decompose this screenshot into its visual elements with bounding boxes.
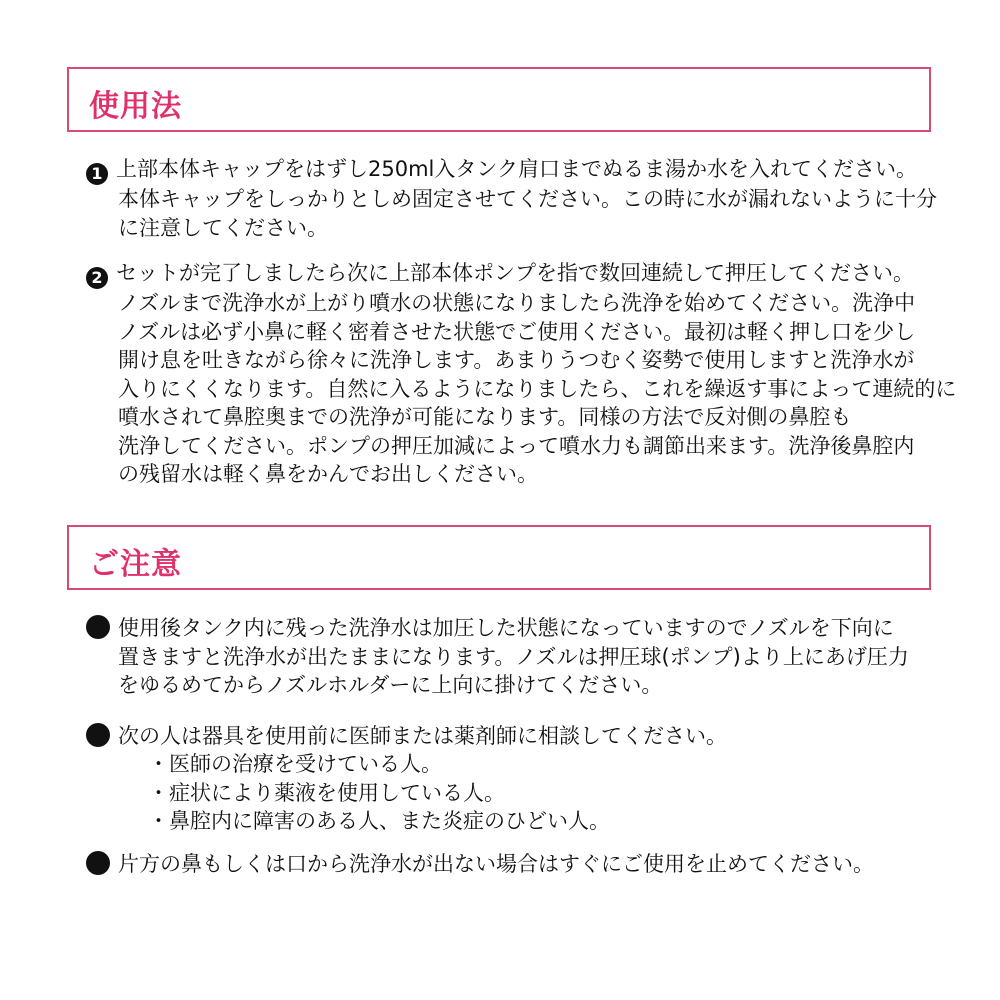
- sub-item: ・医師の治療を受けている人。: [148, 752, 442, 776]
- sub-item: ・鼻腔内に障害のある人、また炎症のひどい人。: [148, 809, 610, 833]
- bullet-icon: [86, 615, 110, 639]
- bullet-icon: [86, 723, 110, 747]
- caution-item-1: 使用後タンク内に残った洗浄水は加圧した状態になっていますのでノズルを下向に 置きますと洗浄水が出たままになります。ノズルは押圧球(ポンプ)より上にあげ圧力 をゆるめてからノズルホルダーに上向に掛けてください。: [86, 614, 909, 700]
- usage-section-header: [67, 67, 931, 132]
- usage-step-2: 2 セットが完了しましたら次に上部本体ポンプを指で数回連続して押圧してください。 ノズルまで洗浄水が上がり噴水の状態になりましたら洗浄を始めてください。洗浄中 ノズルは必ず小鼻に軽く密着させた状態でご使用ください。最初は軽く押し口を少し 開け息を吐きながら徐々に洗浄します。あまりうつむく姿勢で使用しますと洗浄水が 入りにくくなります。自然に入るようになりましたら、これを繰返す事によって連続的に 噴水されて鼻腔奥までの洗浄が可能になります。同様の方法で反対側の鼻腔も 洗浄してください。ポンプの押圧加減によって噴水力も調節出来ます。洗浄後鼻腔内 の残留水は軽く鼻をかんでお出しください。: [86, 259, 956, 489]
- usage-title: 使用法: [89, 89, 182, 124]
- caution-section-header: [67, 525, 931, 590]
- caution-title: ご注意: [89, 547, 182, 582]
- number-2-icon: 2: [86, 267, 108, 289]
- caution-sub-list: [148, 750, 610, 836]
- caution-item-3: 片方の鼻もしくは口から洗浄水が出ない場合はすぐにご使用を止めてください。: [86, 850, 874, 879]
- bullet-icon: [86, 851, 110, 875]
- caution-item-2: 次の人は器具を使用前に医師または薬剤師に相談してください。: [86, 722, 727, 751]
- number-1-icon: 1: [86, 163, 108, 185]
- sub-item: ・症状により薬液を使用している人。: [148, 780, 505, 805]
- usage-step-1: 1 上部本体キャップをはずし250ml入タンク肩口までぬるま湯か水を入れてください。 本体キャップをしっかりとしめ固定させてください。この時に水が漏れないように十分 に注意してください。: [86, 155, 937, 242]
